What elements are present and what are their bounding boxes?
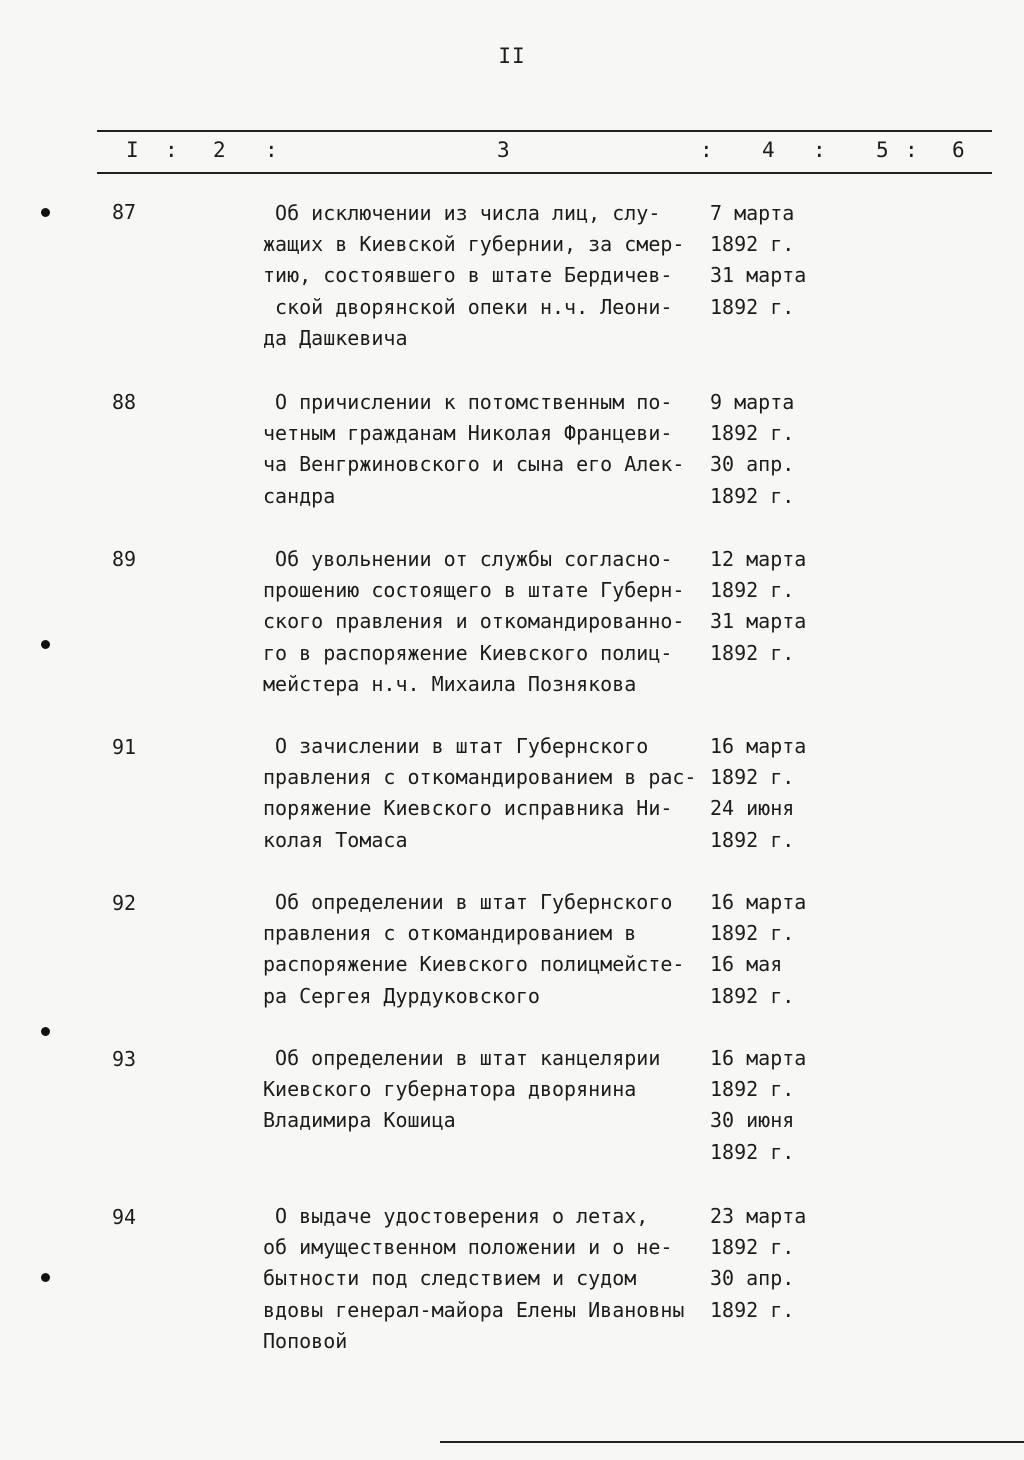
text-line: правления с откомандированием в (263, 921, 637, 946)
entry-description (263, 887, 713, 1012)
date-line: 16 мая (710, 952, 783, 977)
text-line: О выдаче удостоверения о летах, (263, 1204, 649, 1228)
text-line: Об определении в штат канцелярии (263, 1046, 661, 1070)
date-line: 16 марта (710, 1046, 807, 1070)
entry-description (263, 387, 713, 512)
text-line: жащих в Киевской губернии, за смер- (263, 232, 685, 257)
date-line: 1892 г. (710, 765, 795, 790)
date-line: 30 апр. (710, 452, 795, 477)
entry-number: 91 (112, 735, 137, 759)
text-line: вдовы генерал-майора Елены Ивановны (263, 1297, 685, 1322)
text-line: тию, состоявшего в штате Бердичев- (263, 263, 673, 288)
date-line: 1892 г. (710, 232, 795, 257)
date-line: 1892 г. (710, 827, 795, 852)
binding-hole-mark (41, 208, 50, 217)
header-sep-4: : (813, 138, 826, 162)
header-col-1: I (126, 138, 139, 162)
text-line: сандра (263, 483, 336, 508)
text-line: мейстера н.ч. Михаила Познякова (263, 671, 637, 696)
entry-number: 88 (112, 390, 137, 414)
header-col-5: 5 (876, 138, 889, 162)
binding-hole-mark (41, 1273, 50, 1282)
header-sep-5: : (905, 138, 918, 162)
date-line: 12 марта (710, 547, 807, 571)
text-line: правления с откомандированием в рас- (263, 765, 697, 790)
entry-dates (710, 887, 830, 1012)
entry-description (263, 544, 713, 700)
text-line: бытности под следствием и судом (263, 1266, 637, 1291)
header-sep-2: : (265, 138, 278, 162)
page-number: II (498, 44, 526, 68)
header-rule-top (97, 130, 992, 132)
binding-hole-mark (41, 640, 50, 649)
text-line: четным гражданам Николая Францеви- (263, 421, 673, 446)
date-line: 9 марта (710, 390, 795, 414)
date-line: 30 апр. (710, 1266, 795, 1291)
date-line: 1892 г. (710, 578, 795, 603)
entry-dates (710, 387, 830, 512)
text-line: поряжение Киевского исправника Ни- (263, 796, 673, 821)
header-col-2: 2 (213, 138, 226, 162)
binding-hole-mark (41, 1027, 50, 1036)
text-line: ча Венгржиновского и сына его Алек- (263, 452, 685, 477)
text-line: да Дашкевича (263, 325, 408, 350)
text-line: Об исключении из числа лиц, слу- (263, 201, 661, 225)
text-line: Об увольнении от службы согласно- (263, 547, 673, 571)
header-col-4: 4 (762, 138, 775, 162)
text-line: О причислении к потомственным по- (263, 390, 673, 414)
text-line: О зачислении в штат Губернского (263, 734, 649, 758)
entry-dates (710, 544, 830, 669)
text-line: об имущественном положении и о не- (263, 1235, 673, 1260)
date-line: 16 марта (710, 890, 807, 914)
text-line: го в распоряжение Киевского полиц- (263, 640, 673, 665)
entry-number: 92 (112, 891, 137, 915)
header-sep-3: : (700, 138, 713, 162)
date-line: 1892 г. (710, 1235, 795, 1260)
date-line: 7 марта (710, 201, 795, 225)
entry-number: 93 (112, 1047, 137, 1071)
entry-number: 94 (112, 1205, 137, 1229)
date-line: 31 марта (710, 609, 807, 634)
entry-number: 89 (112, 547, 137, 571)
header-sep-1: : (165, 138, 178, 162)
entry-dates (710, 198, 830, 323)
entry-description (263, 731, 713, 856)
entry-description (263, 1201, 713, 1357)
date-line: 23 марта (710, 1204, 807, 1228)
entry-number: 87 (112, 200, 137, 224)
text-line: ской дворянской опеки н.ч. Леони- (263, 294, 673, 319)
date-line: 1892 г. (710, 421, 795, 446)
text-line: ского правления и откомандированно- (263, 609, 685, 634)
header-rule-bottom (97, 172, 992, 174)
text-line: распоряжение Киевского полицмейсте- (263, 952, 685, 977)
entry-description (263, 1043, 713, 1137)
text-line: Владимира Кошица (263, 1108, 456, 1133)
date-line: 1892 г. (710, 483, 795, 508)
text-line: Об определении в штат Губернского (263, 890, 673, 914)
text-line: Поповой (263, 1328, 348, 1353)
page-bottom-rule (440, 1441, 1024, 1443)
date-line: 1892 г. (710, 294, 795, 319)
date-line: 31 марта (710, 263, 807, 288)
text-line: колая Томаса (263, 827, 408, 852)
header-col-3: 3 (497, 138, 510, 162)
text-line: прошению состоящего в штате Губерн- (263, 578, 685, 603)
entry-dates (710, 1043, 830, 1168)
header-col-6: 6 (952, 138, 965, 162)
date-line: 1892 г. (710, 983, 795, 1008)
text-line: Киевского губернатора дворянина (263, 1077, 637, 1102)
entry-dates (710, 731, 830, 856)
date-line: 16 марта (710, 734, 807, 758)
date-line: 1892 г. (710, 1297, 795, 1322)
date-line: 1892 г. (710, 1077, 795, 1102)
entry-description (263, 198, 713, 354)
date-line: 1892 г. (710, 640, 795, 665)
date-line: 24 июня (710, 796, 795, 821)
date-line: 1892 г. (710, 921, 795, 946)
date-line: 30 июня (710, 1108, 795, 1133)
date-line: 1892 г. (710, 1139, 795, 1164)
entry-dates (710, 1201, 830, 1326)
text-line: ра Сергея Дурдуковского (263, 983, 540, 1008)
